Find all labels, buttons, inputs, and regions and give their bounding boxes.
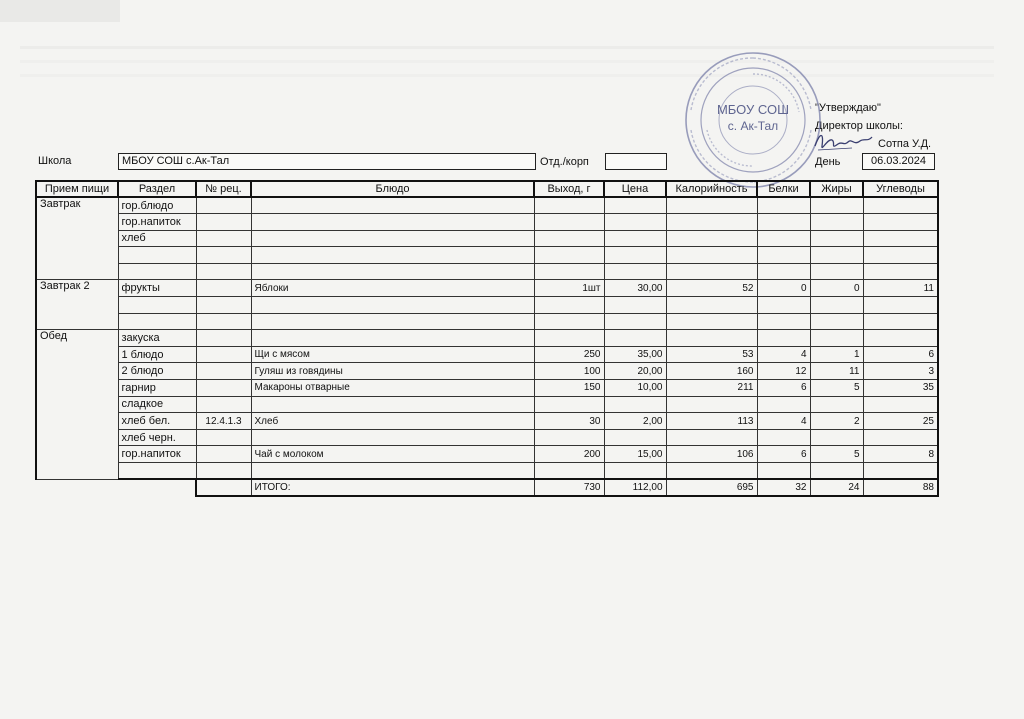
cell-protein: [757, 429, 810, 446]
table-row: [36, 446, 938, 463]
stamp-text-2: с. Ак-Тал: [727, 119, 779, 133]
scan-edge-mark: [0, 0, 120, 22]
cell-kcal: [666, 463, 757, 480]
table-row: [36, 413, 938, 430]
cell-section: 2 блюдо: [118, 363, 196, 380]
cell-recipe: [196, 280, 251, 297]
cell-dish: Гуляш из говядины: [251, 363, 534, 380]
cell-carbs: 35: [863, 380, 938, 397]
cell-fat: [810, 230, 863, 247]
approve-name: Сотпа У.Д.: [878, 138, 932, 150]
stamp-text-1: МБОУ СОШ: [716, 102, 790, 117]
table-row: [36, 263, 938, 280]
col-header-price: Цена: [604, 181, 666, 197]
cell-fat: [810, 463, 863, 480]
cell-price: [604, 214, 666, 231]
cell-recipe: [196, 230, 251, 247]
cell-fat: [810, 429, 863, 446]
school-label: Школа: [38, 155, 72, 167]
cell-kcal: 160: [666, 363, 757, 380]
day-label: День: [815, 156, 841, 168]
cell-carbs: [863, 297, 938, 314]
cell-price: [604, 396, 666, 413]
cell-yield: 250: [534, 346, 604, 363]
cell-fat: [810, 330, 863, 347]
cell-carbs: [863, 263, 938, 280]
cell-section: гор.напиток: [118, 446, 196, 463]
cell-fat: 2: [810, 413, 863, 430]
cell-fat: [810, 247, 863, 264]
school-stamp: [683, 50, 823, 190]
cell-kcal: 211: [666, 380, 757, 397]
cell-carbs: [863, 247, 938, 264]
cell-fat: 0: [810, 280, 863, 297]
cell-carbs: 3: [863, 363, 938, 380]
cell-section: [118, 463, 196, 480]
cell-section: [118, 247, 196, 264]
cell-yield: [534, 247, 604, 264]
cell-fat: 5: [810, 446, 863, 463]
cell-recipe: [196, 330, 251, 347]
cell-carbs: [863, 330, 938, 347]
cell-price: 20,00: [604, 363, 666, 380]
cell-carbs: 11: [863, 280, 938, 297]
table-row: [36, 230, 938, 247]
cell-recipe: [196, 313, 251, 330]
cell-recipe: [196, 346, 251, 363]
total-price: 112,00: [604, 479, 666, 496]
cell-carbs: [863, 429, 938, 446]
cell-recipe: [196, 429, 251, 446]
cell-yield: 150: [534, 380, 604, 397]
cell-price: [604, 313, 666, 330]
dept-field: [605, 153, 667, 170]
scan-noise-line: [20, 74, 994, 77]
cell-yield: [534, 429, 604, 446]
table-row: [36, 297, 938, 314]
cell-recipe: [196, 263, 251, 280]
cell-carbs: 6: [863, 346, 938, 363]
cell-price: [604, 247, 666, 264]
cell-dish: Щи с мясом: [251, 346, 534, 363]
cell-yield: [534, 214, 604, 231]
table-total-row: [36, 479, 938, 496]
day-field: 06.03.2024: [862, 153, 935, 170]
cell-price: 2,00: [604, 413, 666, 430]
col-header-dish: Блюдо: [251, 181, 534, 197]
cell-meal-name: Завтрак 2: [36, 280, 118, 330]
cell-section: гор.напиток: [118, 214, 196, 231]
cell-protein: 12: [757, 363, 810, 380]
total-carbs: 88: [863, 479, 938, 496]
cell-protein: 4: [757, 346, 810, 363]
total-blank: [36, 479, 118, 496]
table-row: [36, 380, 938, 397]
cell-dish: [251, 429, 534, 446]
total-protein: 32: [757, 479, 810, 496]
cell-section: [118, 263, 196, 280]
cell-meal-name: Обед: [36, 330, 118, 479]
cell-recipe: [196, 380, 251, 397]
cell-recipe: [196, 396, 251, 413]
cell-carbs: [863, 230, 938, 247]
cell-section: гарнир: [118, 380, 196, 397]
cell-carbs: [863, 396, 938, 413]
table-row: [36, 214, 938, 231]
cell-dish: Макароны отварные: [251, 380, 534, 397]
cell-carbs: 8: [863, 446, 938, 463]
cell-protein: [757, 230, 810, 247]
cell-recipe: [196, 197, 251, 214]
cell-kcal: 52: [666, 280, 757, 297]
cell-kcal: 53: [666, 346, 757, 363]
approve-position: Директор школы:: [815, 120, 903, 132]
cell-carbs: [863, 214, 938, 231]
cell-meal-name: Завтрак: [36, 197, 118, 280]
cell-recipe: 12.4.1.3: [196, 413, 251, 430]
col-header-fat: Жиры: [810, 181, 863, 197]
cell-recipe: [196, 363, 251, 380]
cell-price: [604, 197, 666, 214]
cell-dish: Хлеб: [251, 413, 534, 430]
cell-fat: [810, 214, 863, 231]
cell-dish: [251, 214, 534, 231]
table-row: [36, 429, 938, 446]
cell-protein: [757, 313, 810, 330]
cell-protein: 0: [757, 280, 810, 297]
cell-section: [118, 313, 196, 330]
total-fat: 24: [810, 479, 863, 496]
approve-title: "Утверждаю": [815, 102, 881, 114]
cell-dish: [251, 330, 534, 347]
total-yield: 730: [534, 479, 604, 496]
table-row: [36, 463, 938, 480]
cell-dish: [251, 247, 534, 264]
cell-dish: [251, 313, 534, 330]
cell-section: хлеб: [118, 230, 196, 247]
cell-yield: [534, 230, 604, 247]
cell-price: [604, 330, 666, 347]
cell-yield: 100: [534, 363, 604, 380]
cell-section: сладкое: [118, 396, 196, 413]
cell-fat: 5: [810, 380, 863, 397]
col-header-recipe: № рец.: [196, 181, 251, 197]
cell-fat: 1: [810, 346, 863, 363]
cell-carbs: [863, 313, 938, 330]
cell-yield: [534, 330, 604, 347]
cell-dish: Яблоки: [251, 280, 534, 297]
cell-protein: [757, 330, 810, 347]
cell-protein: [757, 247, 810, 264]
cell-fat: 11: [810, 363, 863, 380]
cell-section: хлеб черн.: [118, 429, 196, 446]
cell-yield: 200: [534, 446, 604, 463]
cell-price: 10,00: [604, 380, 666, 397]
col-header-yield: Выход, г: [534, 181, 604, 197]
cell-kcal: [666, 263, 757, 280]
table-row: [36, 247, 938, 264]
cell-kcal: [666, 330, 757, 347]
cell-yield: [534, 463, 604, 480]
cell-protein: [757, 214, 810, 231]
total-blank: [118, 479, 196, 496]
cell-recipe: [196, 247, 251, 264]
cell-section: хлеб бел.: [118, 413, 196, 430]
cell-section: гор.блюдо: [118, 197, 196, 214]
cell-kcal: [666, 230, 757, 247]
table-header-row: [36, 181, 938, 197]
cell-section: фрукты: [118, 280, 196, 297]
cell-protein: [757, 263, 810, 280]
col-header-meal: Прием пищи: [36, 181, 118, 197]
col-header-section: Раздел: [118, 181, 196, 197]
col-header-carbs: Углеводы: [863, 181, 938, 197]
cell-kcal: [666, 214, 757, 231]
cell-carbs: [863, 197, 938, 214]
cell-dish: [251, 396, 534, 413]
col-header-kcal: Калорийность: [666, 181, 757, 197]
total-recipe-cell: [196, 479, 251, 496]
scan-noise-line: [20, 60, 994, 63]
cell-yield: [534, 297, 604, 314]
cell-price: 35,00: [604, 346, 666, 363]
total-label: ИТОГО:: [251, 479, 534, 496]
cell-fat: [810, 313, 863, 330]
cell-dish: [251, 297, 534, 314]
cell-price: 15,00: [604, 446, 666, 463]
cell-price: 30,00: [604, 280, 666, 297]
cell-section: [118, 297, 196, 314]
cell-dish: [251, 463, 534, 480]
cell-kcal: [666, 429, 757, 446]
cell-protein: [757, 463, 810, 480]
cell-dish: [251, 230, 534, 247]
table-row: [36, 197, 938, 214]
cell-protein: [757, 297, 810, 314]
cell-section: 1 блюдо: [118, 346, 196, 363]
cell-price: [604, 463, 666, 480]
col-header-protein: Белки: [757, 181, 810, 197]
scan-noise-line: [20, 46, 994, 49]
table-row: [36, 396, 938, 413]
cell-carbs: [863, 463, 938, 480]
cell-carbs: 25: [863, 413, 938, 430]
cell-price: [604, 429, 666, 446]
cell-dish: [251, 263, 534, 280]
cell-yield: [534, 396, 604, 413]
cell-price: [604, 230, 666, 247]
cell-recipe: [196, 214, 251, 231]
cell-kcal: [666, 313, 757, 330]
cell-recipe: [196, 446, 251, 463]
cell-protein: 4: [757, 413, 810, 430]
cell-yield: 1шт: [534, 280, 604, 297]
cell-yield: [534, 197, 604, 214]
cell-price: [604, 263, 666, 280]
cell-yield: [534, 313, 604, 330]
cell-recipe: [196, 297, 251, 314]
cell-fat: [810, 396, 863, 413]
table-row: [36, 313, 938, 330]
table-row: [36, 280, 938, 297]
cell-protein: 6: [757, 380, 810, 397]
cell-fat: [810, 297, 863, 314]
cell-yield: 30: [534, 413, 604, 430]
cell-kcal: 106: [666, 446, 757, 463]
cell-protein: [757, 396, 810, 413]
cell-fat: [810, 197, 863, 214]
cell-kcal: [666, 396, 757, 413]
cell-fat: [810, 263, 863, 280]
cell-dish: [251, 197, 534, 214]
table-row: [36, 330, 938, 347]
cell-dish: Чай с молоком: [251, 446, 534, 463]
cell-kcal: [666, 197, 757, 214]
table-row: [36, 346, 938, 363]
director-signature: [812, 128, 874, 161]
total-kcal: 695: [666, 479, 757, 496]
table-row: [36, 363, 938, 380]
cell-kcal: [666, 247, 757, 264]
menu-table: [35, 180, 939, 497]
cell-yield: [534, 263, 604, 280]
cell-price: [604, 297, 666, 314]
school-name-field: МБОУ СОШ с.Ак-Тал: [118, 153, 536, 170]
cell-kcal: [666, 297, 757, 314]
dept-label: Отд./корп: [540, 156, 589, 168]
cell-protein: 6: [757, 446, 810, 463]
cell-protein: [757, 197, 810, 214]
cell-section: закуска: [118, 330, 196, 347]
cell-recipe: [196, 463, 251, 480]
cell-kcal: 113: [666, 413, 757, 430]
